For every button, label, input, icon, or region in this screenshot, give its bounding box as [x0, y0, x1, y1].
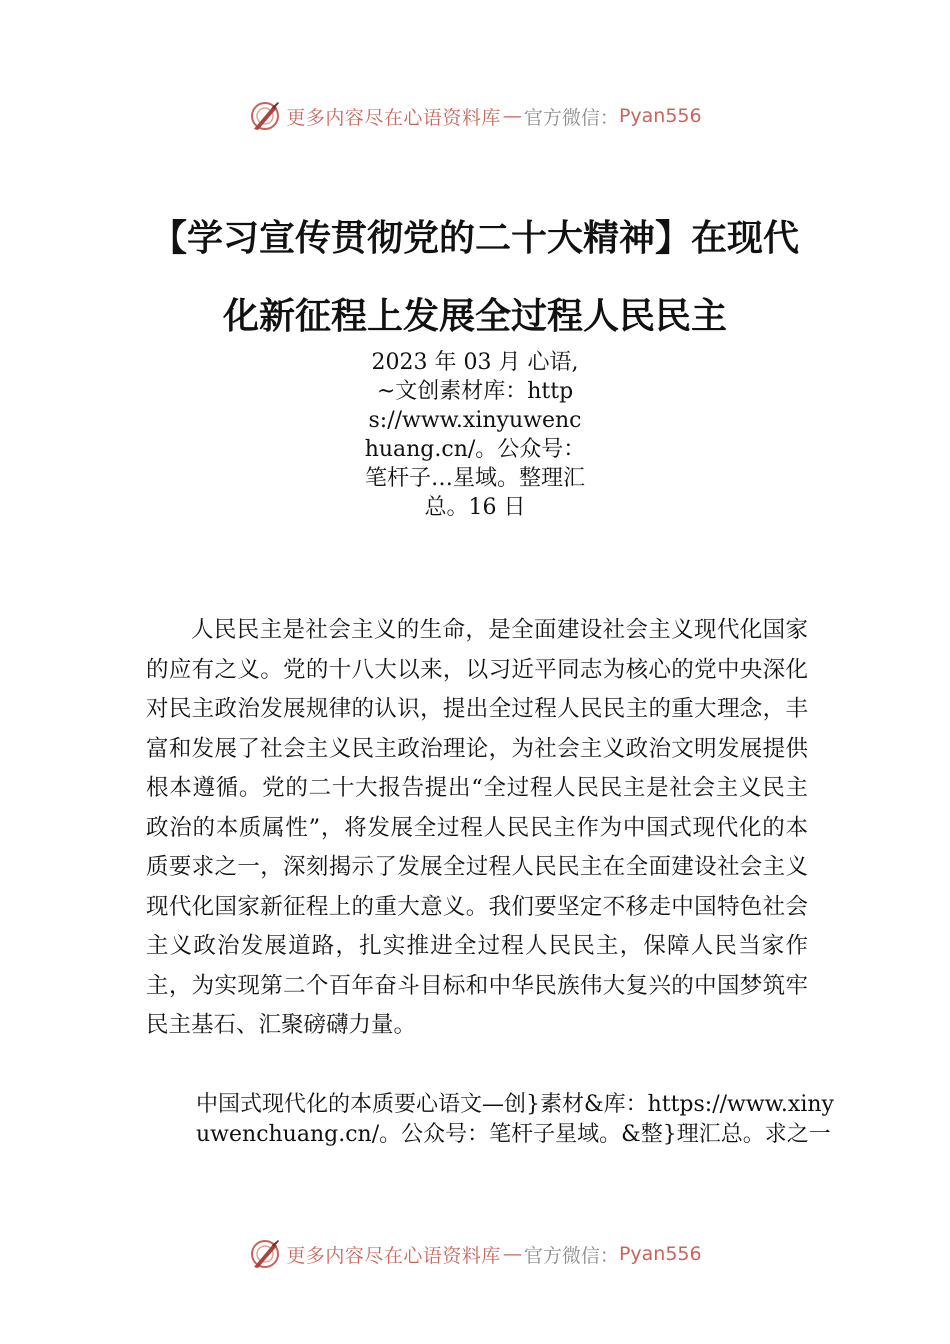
document-title	[140, 200, 810, 356]
banner-text: 更多内容尽在心语资料库	[286, 1244, 501, 1267]
footer-banner	[0, 1234, 950, 1274]
banner-separator: —	[502, 105, 522, 127]
banner-separator: —	[502, 1243, 522, 1265]
title-line-1: 【学习宣传贯彻党的二十大精神】在现代	[150, 218, 799, 259]
source-note: 中国式现代化的本质要心语文—创}素材&库：https://www.xinyuwenchuang.cn/。公众号：笔杆子星域。&整}理汇总。求之一	[196, 1092, 834, 1147]
banner-text: 更多内容尽在心语资料库	[286, 106, 501, 129]
header-banner	[0, 96, 950, 136]
quill-pen-logo-icon	[248, 1237, 282, 1271]
banner-wechat-label: 官方微信：	[523, 1244, 619, 1267]
banner-wechat-label: 官方微信：	[523, 106, 619, 129]
quill-pen-logo-icon	[248, 99, 282, 133]
document-meta: 2023 年 03 月 心语,~文创素材库：https://www.xinyuwenchuang.cn/。公众号：笔杆子…星域。整理汇总。16 日	[364, 350, 586, 520]
banner-wechat-id: Pyan556	[618, 1243, 702, 1265]
banner-wechat-id: Pyan556	[618, 105, 702, 127]
body-paragraph: 人民民主是社会主义的生命，是全面建设社会主义现代化国家的应有之义。党的十八大以来，以习近平同志为核心的党中央深化对民主政治发展规律的认识，提出全过程人民民主的重大理念，丰富和发展了社会主义民主政治理论，为社会主义政治文明发展提供根本遵循。党的二十大报告提出“全过程人民民主是社会主义民主政治的本质属性”，将发展全过程人民民主作为中国式现代化的本质要求之一，深刻揭示了发展全过程人民民主在全面建设社会主义现代化国家新征程上的重大意义。我们要坚定不移走中国特色社会主义政治发展道路，扎实推进全过程人民民主，保障人民当家作主，为实现第二个百年奋斗目标和中华民族伟大复兴的中国梦筑牢民主基石、汇聚磅礴力量。	[146, 617, 808, 1038]
title-line-2: 化新征程上发展全过程人民民主	[222, 296, 727, 337]
